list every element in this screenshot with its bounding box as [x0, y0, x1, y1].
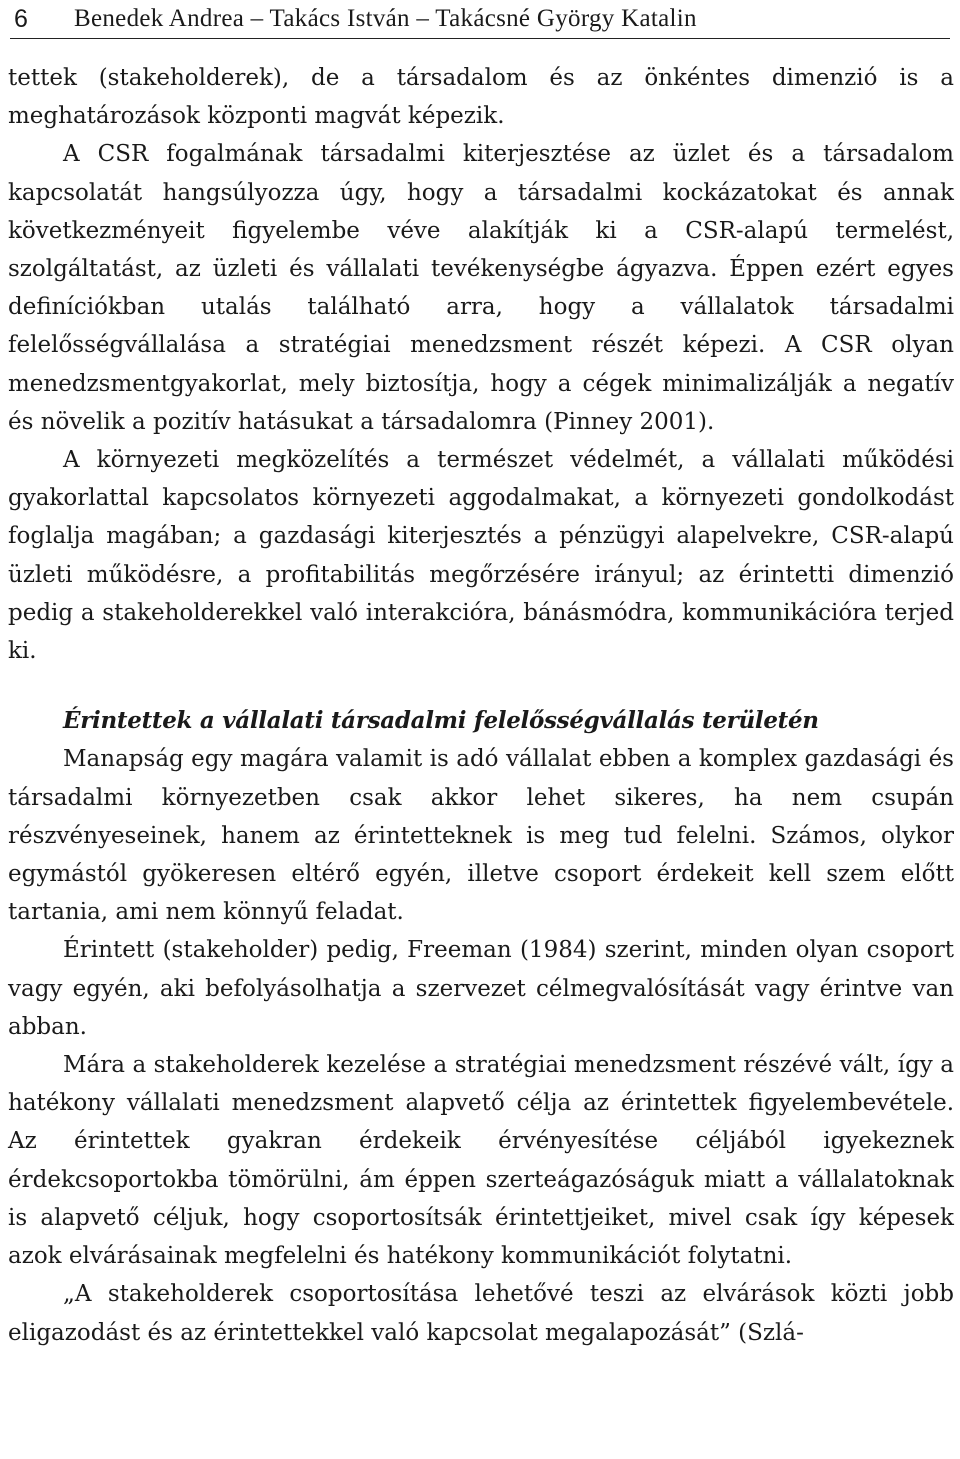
- body-text: [8, 59, 954, 1352]
- running-header: [10, 0, 950, 39]
- page-number: 6: [14, 4, 28, 33]
- section-heading: Érintettek a vállalati társadalmi felelősségvállalás területén: [63, 707, 819, 735]
- running-title: Benedek Andrea – Takács István – Takácsné György Katalin: [74, 5, 697, 32]
- paragraph-continued: tettek (stakeholderek), de a társadalom és az önkéntes dimenzió is a meghatározások központi magvát képezik.: [8, 65, 954, 130]
- paragraph-csr-social: A CSR fogalmának társadalmi kiterjesztése az üzlet és a társadalom kapcsolatát hangsúlyozza úgy, hogy a társadalmi kockázatokat és annak következményeit figyelembe véve alakítják ki a CSR-alapú termelést, szolgáltatást, az üzleti és vállalati tevékenységbe ágyazva. Éppen ezért egyes definíciókban utalás található arra, hogy a vállalatok társadalmi felelősségvállalása a stratégiai menedzsment részét képezi. A CSR olyan menedzsmentgyakorlat, mely biztosítja, hogy a cégek minimalizálják a negatív és növelik a pozitív hatásukat a társadalomra (Pinney 2001).: [8, 141, 954, 435]
- paragraph-quotation: „A stakeholderek csoportosítása lehetővé teszi az elvárások közti jobb eligazodást és az érintettekkel való kapcsolat megalapozását” (Szlá-: [8, 1281, 954, 1346]
- paragraph-freeman-definition: Érintett (stakeholder) pedig, Freeman (1984) szerint, minden olyan csoport vagy egyén, aki befolyásolhatja a szervezet célmegvalósítását vagy érintve van abban.: [8, 937, 954, 1040]
- paragraph-environmental: A környezeti megközelítés a természet védelmét, a vállalati működési gyakorlattal kapcsolatos környezeti aggodalmakat, a környezeti gondolkodást foglalja magában; a gazdasági kiterjesztés a pénzügyi alapelvekre, CSR-alapú üzleti működésre, a profitabilitás megőrzésére irányul; az érintetti dimenzió pedig a stakeholderekkel való interakcióra, bánásmódra, kommunikációra terjed ki.: [8, 447, 954, 665]
- paragraph-stakeholder-management: Mára a stakeholderek kezelése a stratégiai menedzsment részévé vált, így a hatékony vállalati menedzsment alapvető célja az érintettek figyelembevétele. Az érintettek gyakran érdekeik érvényesítése céljából igyekeznek érdekcsoportokba tömörülni, ám éppen szerteágazóságuk miatt a vállalatoknak is alapvető céljuk, hogy csoportosítsák érintettjeiket, mivel csak így képesek azok elvárásainak megfelelni és hatékony kommunikációt folytatni.: [8, 1052, 954, 1270]
- paragraph-stakeholder-intro: Manapság egy magára valamit is adó vállalat ebben a komplex gazdasági és társadalmi környezetben csak akkor lehet sikeres, ha nem csupán részvényeseinek, hanem az érintetteknek is meg tud felelni. Számos, olykor egymástól gyökeresen eltérő egyén, illetve csoport érdekeit kell szem előtt tartania, ami nem könnyű feladat.: [8, 746, 954, 926]
